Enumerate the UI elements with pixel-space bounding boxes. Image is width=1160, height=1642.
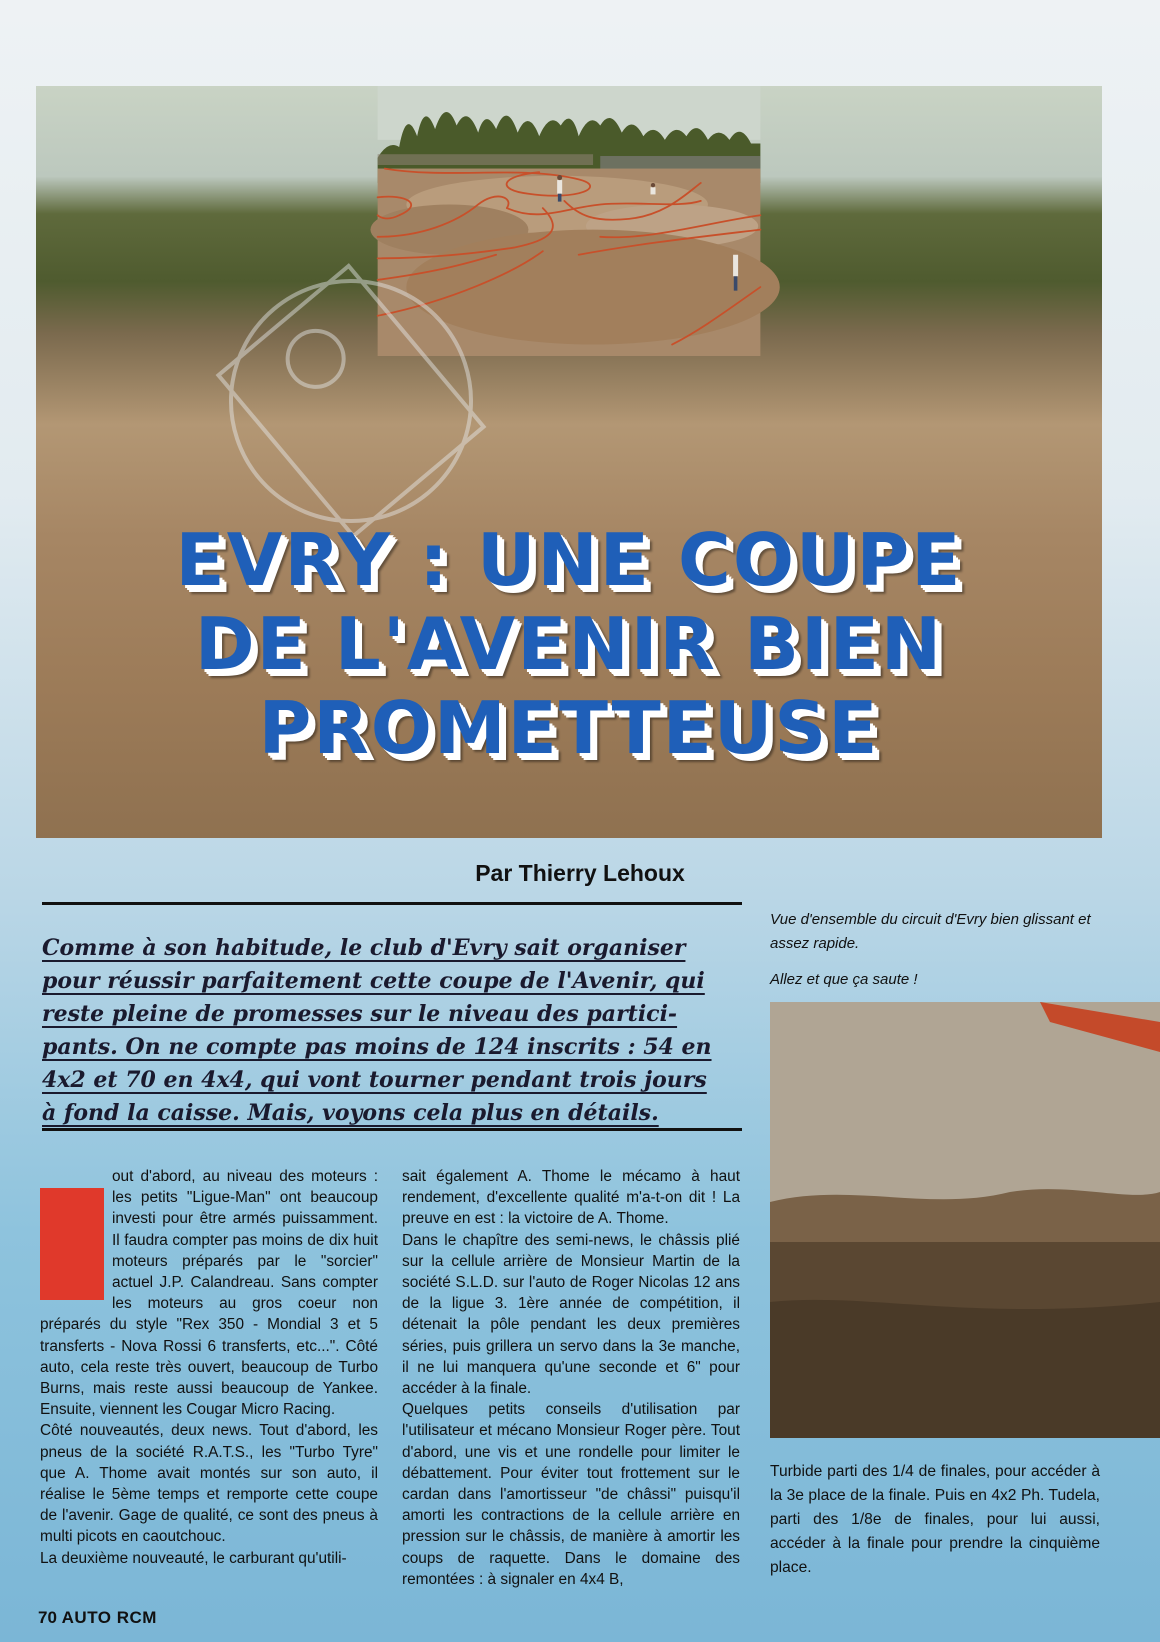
paragraph: Quelques petits conseils d'utilisation par l'utilisateur et mécano Monsieur Roger père. Tout d'abord, une vis et une rondelle pour limiter le débattement. Pour éviter tout frottement sur le cardan dans l'amortisseur "de châssi" puisqu'il amorti les contractions de la cellule arrière en pression sur le châssis, de manière à amortir les coups de raquette. Dans le domaine des remontées : à signaler en 4x4 B, — [402, 1401, 740, 1588]
headline-line-2: DE L'AVENIR BIEN — [194, 602, 944, 686]
intro-line: pour réussir parfaitement cette coupe de l'Avenir, qui — [42, 968, 705, 994]
caption-circuit: Vue d'ensemble du circuit d'Evry bien glissant et assez rapide. — [770, 911, 1091, 952]
side-photo — [770, 1002, 1160, 1438]
dropcap-letter — [40, 1162, 104, 1296]
magazine-name: AUTO RCM — [61, 1608, 157, 1627]
intro-paragraph — [42, 932, 742, 1130]
side-photo-scene — [770, 1002, 1160, 1438]
dropcap — [40, 1188, 104, 1300]
byline: Par Thierry Lehoux — [475, 860, 685, 886]
main-photo — [36, 86, 1102, 838]
intro-top-rule — [42, 902, 742, 905]
page-footer — [38, 1608, 157, 1628]
caption-jump: Allez et que ça saute ! — [770, 971, 918, 988]
headline-line-3: PROMETTEUSE — [258, 686, 880, 770]
intro-bottom-rule — [42, 1128, 742, 1131]
caption-results: Turbide parti des 1/4 de finales, pour accéder à la 3e place de la finale. Puis en 4x2 Ph. Tudela, parti des 1/8e de finales, pour lui aussi, accéder à la finale pour prendre la cinquième place. — [770, 1463, 1100, 1576]
paragraph: sait également A. Thome le mécamo à haut rendement, d'excellente qualité m'a-t-on dit ! La preuve en est : la victoire de A. Thome. — [402, 1168, 740, 1228]
intro-line: 4x2 et 70 en 4x4, qui vont tourner pendant trois jours — [42, 1067, 707, 1093]
watermark-seal — [186, 236, 516, 566]
intro-line: Comme à son habitude, le club d'Evry sait organiser — [42, 935, 686, 961]
paragraph: Dans le chapître des semi-news, le châssis plié sur la cellule arrière de Monsieur Martin de la société S.L.D. sur l'auto de Roger Nicolas 12 ans de la ligue 3. 1ère année de compétition, il détenait la pôle pendant les deux premières séries, puis grillera un servo dans la 3e manche, il ne lui manquera qu'une seconde et 6" pour accéder à la finale. — [402, 1231, 740, 1398]
intro-line: reste pleine de promesses sur le niveau des partici- — [42, 1001, 678, 1027]
headline-line-1: EVRY : UNE COUPE — [175, 518, 963, 602]
paragraph: La deuxième nouveauté, le carburant qu'utili- — [40, 1549, 347, 1567]
paragraph: Côté nouveautés, deux news. Tout d'abord, les pneus de la société R.A.T.S., les "Turbo Tyre" que A. Thome avait montés sur son auto, il réalise le 5ème temps et remporte cette coupe de l'avenir. Gage de qualité, ce sont des pneus à multi picots en caoutchouc. — [40, 1422, 378, 1546]
article-column-2 — [402, 1166, 740, 1590]
intro-line: pants. On ne compte pas moins de 124 inscrits : 54 en — [42, 1034, 712, 1060]
page-number: 70 — [38, 1608, 57, 1627]
intro-line: à fond la caisse. Mais, voyons cela plus en détails. — [42, 1100, 659, 1126]
headline — [36, 518, 1102, 770]
article-column-1 — [40, 1166, 378, 1569]
paragraph: out d'abord, au niveau des moteurs : les petits "Ligue-Man" ont beaucoup investi pour être armés puissamment. Il faudra compter pas moins de dix huit moteurs préparés par le "sorcier" actuel J.P. Calandreau. Sans compter les moteurs au gros coeur non préparés du style "Rex 350 - Mondial 3 et 5 transferts - Nova Rossi 6 transferts, etc...". Côté auto, cela reste très ouvert, beaucoup de Turbo Burns, mais reste aussi beaucoup de Yankee. Ensuite, viennent les Cougar Micro Racing. — [40, 1168, 378, 1419]
